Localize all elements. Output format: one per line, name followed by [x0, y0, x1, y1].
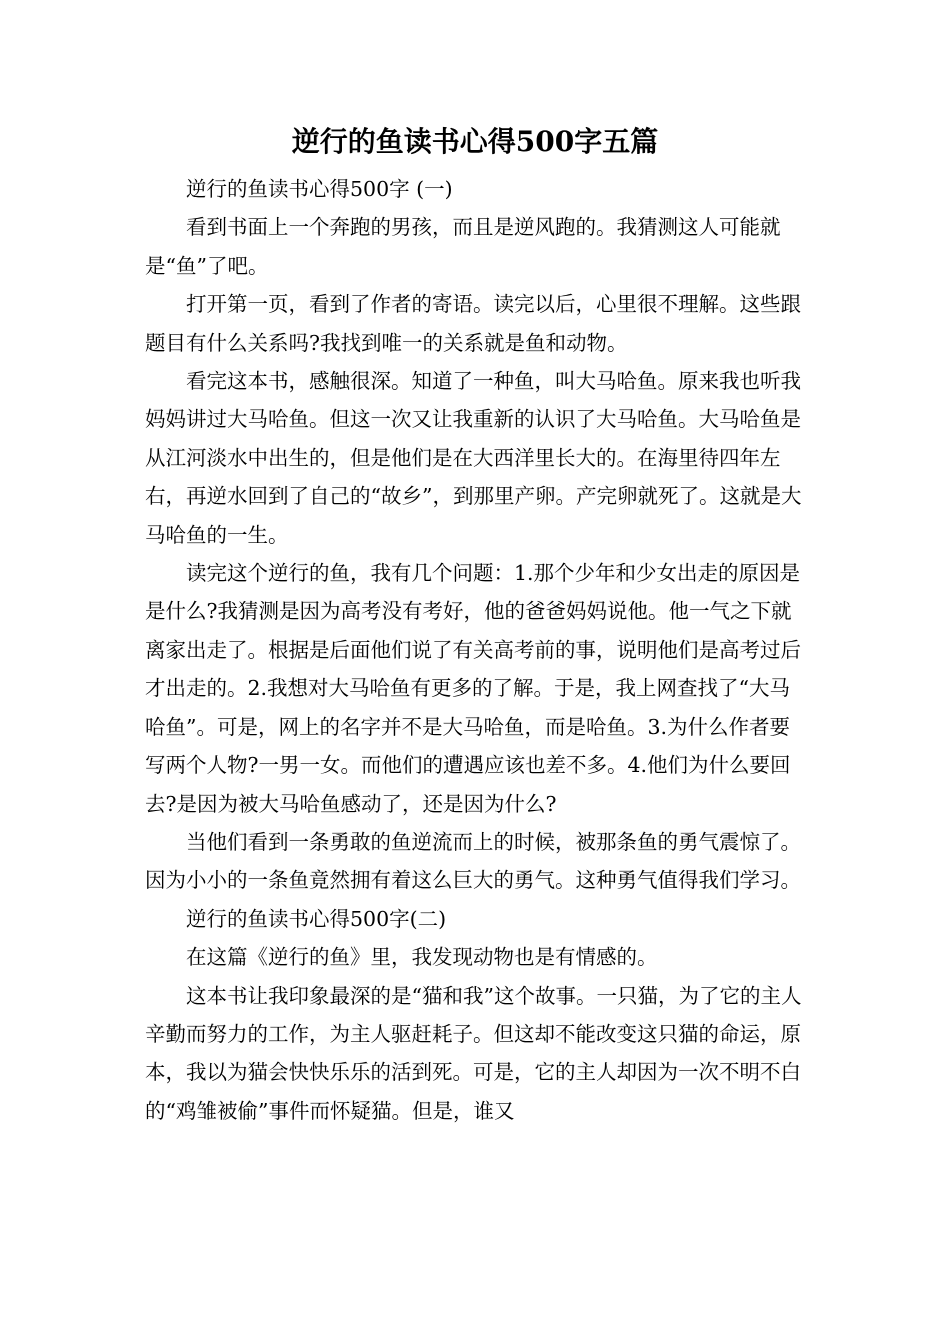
paragraph: 在这篇《逆行的鱼》里，我发现动物也是有情感的。 — [186, 945, 658, 970]
document-title: 逆行的鱼读书心得500字五篇 — [291, 125, 659, 158]
section-heading-2: 逆行的鱼读书心得500字(二) — [186, 906, 447, 931]
paragraph: 这本书让我印象最深的是“猫和我”这个故事。一只猫，为了它的主人辛勤而努力的工作，为主人驱赶耗子。但这却不能改变这只猫的命运，原本，我以为猫会快快乐乐的活到死。可是，它的主人却因为一次不明不白的“鸡雏被偷”事件而怀疑猫。但是，谁又 — [145, 983, 802, 1123]
paragraph: 读完这个逆行的鱼，我有几个问题：1.那个少年和少女出走的原因是是什么?我猜测是因为高考没有考好，他的爸爸妈妈说他。他一气之下就离家出走了。根据是后面他们说了有关高考前的事，说明他们是高考过后才出走的。2.我想对大马哈鱼有更多的了解。于是，我上网查找了“大马哈鱼”。可是，网上的名字并不是大马哈鱼，而是哈鱼。3.为什么作者要写两个人物?一男一女。而他们的遭遇应该也差不多。4.他们为什么要回去?是因为被大马哈鱼感动了，还是因为什么? — [145, 561, 801, 816]
paragraph: 看完这本书，感触很深。知道了一种鱼，叫大马哈鱼。原来我也听我妈妈讲过大马哈鱼。但这一次又让我重新的认识了大马哈鱼。大马哈鱼是从江河淡水中出生的，但是他们是在大西洋里长大的。在海里待四年左右，再逆水回到了自己的“故乡”，到那里产卵。产完卵就死了。这就是大马哈鱼的一生。 — [145, 369, 802, 547]
section-heading-1: 逆行的鱼读书心得500字 (一) — [186, 177, 453, 201]
document-body — [145, 170, 810, 1130]
paragraph: 当他们看到一条勇敢的鱼逆流而上的时候，被那条鱼的勇气震惊了。因为小小的一条鱼竟然拥有着这么巨大的勇气。这种勇气值得我们学习。 — [145, 829, 801, 893]
paragraph: 打开第一页，看到了作者的寄语。读完以后，心里很不理解。这些跟题目有什么关系吗?我找到唯一的关系就是鱼和动物。 — [145, 292, 801, 355]
paragraph: 看到书面上一个奔跑的男孩，而且是逆风跑的。我猜测这人可能就是“鱼”了吧。 — [145, 215, 781, 278]
